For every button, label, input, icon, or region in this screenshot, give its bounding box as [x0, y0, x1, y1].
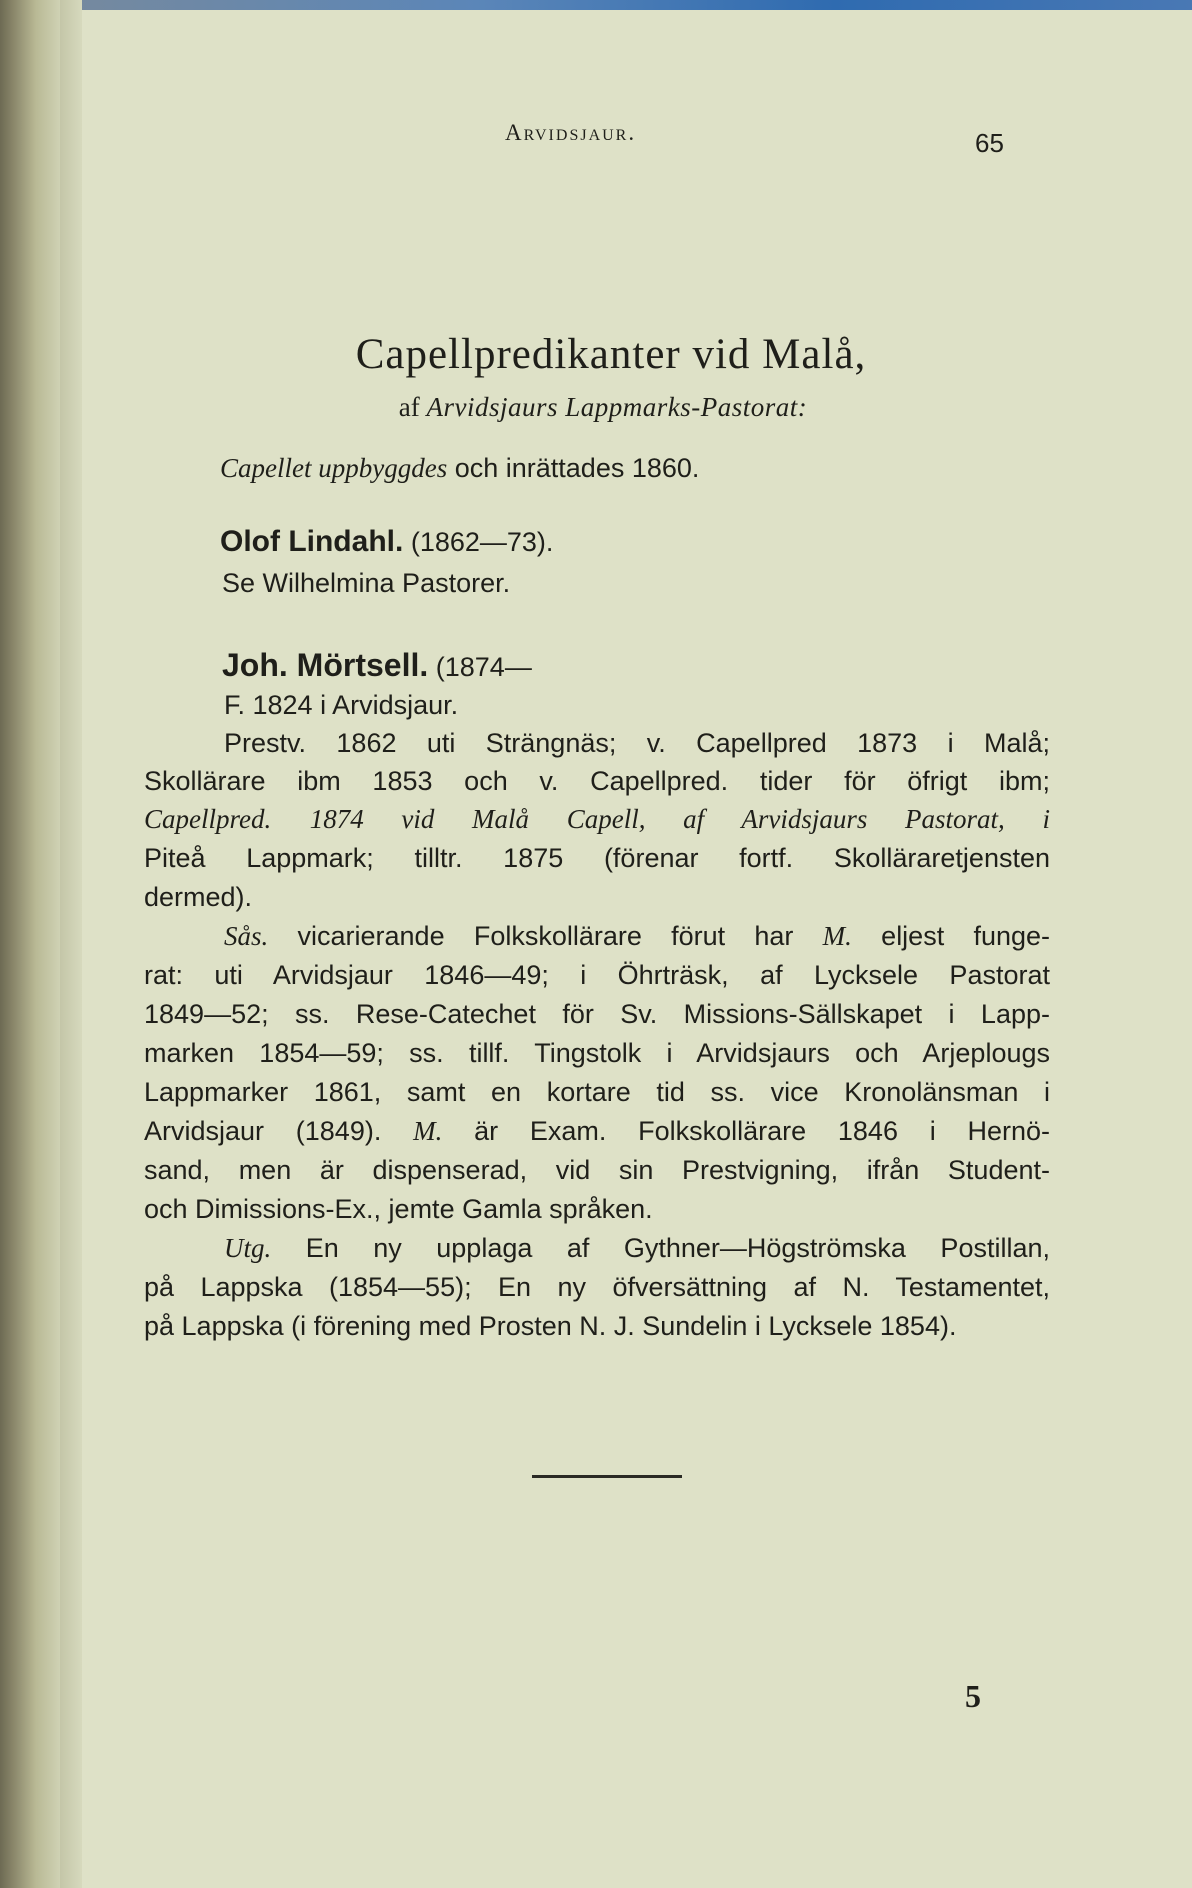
running-title: Arvidsjaur. — [505, 120, 637, 145]
sas-paragraph-line: Lappmarker 1861, samt en kortare tid ss. vice Kronolänsman i — [144, 1077, 1050, 1107]
utg-label: Utg. — [224, 1233, 272, 1263]
utg-paragraph-line: på Lappska (i förening med Prosten N. J. Sundelin i Lycksele 1854). — [144, 1311, 957, 1341]
italic-term: Capellpred. — [144, 804, 272, 834]
founding-italic: Capellet uppbyggdes — [220, 453, 448, 483]
entry-line: F. 1824 i Arvidsjaur. — [224, 690, 459, 720]
entry-line — [144, 804, 1050, 835]
entry-name: Olof Lindahl. — [220, 525, 404, 558]
sas-paragraph-line: sand, men är dispenserad, vid sin Prestvigning, ifrån Student- — [144, 1155, 1050, 1185]
entry-years: (1874— — [435, 652, 532, 682]
m-abbrev: M. — [413, 1116, 443, 1146]
page-number: 65 — [975, 128, 1004, 158]
entry-line: dermed). — [144, 882, 253, 912]
entry-heading — [220, 525, 553, 559]
entry-years: (1862—73). — [410, 527, 554, 557]
sas-paragraph-line: och Dimissions-Ex., jemte Gamla språken. — [144, 1194, 653, 1224]
utg-paragraph-line: Utg. En ny upplaga af Gythner—Högströmska Postillan, — [224, 1233, 1050, 1263]
entry-name: Joh. Mörtsell. — [222, 647, 429, 683]
sas-label: Sås. — [224, 921, 269, 951]
sas-paragraph-line: Sås. vicarierande Folkskollärare förut har M. eljest funge- — [224, 921, 1050, 951]
signature-mark: 5 — [965, 1678, 981, 1714]
subtitle-italic: Arvidsjaurs Lappmarks-Pastorat: — [426, 392, 808, 422]
chapter-title: Capellpredikanter vid Malå, — [355, 331, 867, 378]
sas-paragraph-line: 1849—52; ss. Rese-Catechet för Sv. Missions-Sällskapet i Lapp- — [144, 999, 1050, 1029]
m-abbrev: M. — [822, 921, 852, 951]
entry-line: Se Wilhelmina Pastorer. — [222, 568, 511, 598]
utg-paragraph-line: på Lappska (1854—55); En ny öfversättning af N. Testamentet, — [144, 1272, 1050, 1302]
book-spine — [0, 0, 60, 1888]
entry-heading — [222, 647, 532, 684]
founding-text: och inrättades 1860. — [454, 453, 700, 483]
sas-paragraph-line: rat: uti Arvidsjaur 1846—49; i Öhrträsk, af Lycksele Pastorat — [144, 960, 1050, 990]
entry-line-text: 1874 vid Malå Capell, af Arvidsjaurs Pastorat, i — [309, 804, 1050, 834]
subtitle-prefix: af — [398, 392, 420, 422]
entry-line: Skollärare ibm 1853 och v. Capellpred. tider för öfrigt ibm; — [144, 766, 1050, 796]
founding-note — [220, 453, 699, 484]
book-gutter — [60, 0, 82, 1888]
entry-line: Piteå Lappmark; tilltr. 1875 (förenar fortf. Skolläraretjensten — [144, 843, 1050, 873]
sas-paragraph-line: Arvidsjaur (1849). M. är Exam. Folkskollärare 1846 i Hernö- — [144, 1116, 1050, 1146]
section-end-rule — [532, 1475, 682, 1478]
chapter-subtitle — [0, 392, 1192, 423]
entry-line: Prestv. 1862 uti Strängnäs; v. Capellpred 1873 i Malå; — [224, 728, 1050, 758]
page-top-edge — [0, 0, 1192, 10]
sas-paragraph-line: marken 1854—59; ss. tillf. Tingstolk i Arvidsjaurs och Arjeplougs — [144, 1038, 1050, 1068]
